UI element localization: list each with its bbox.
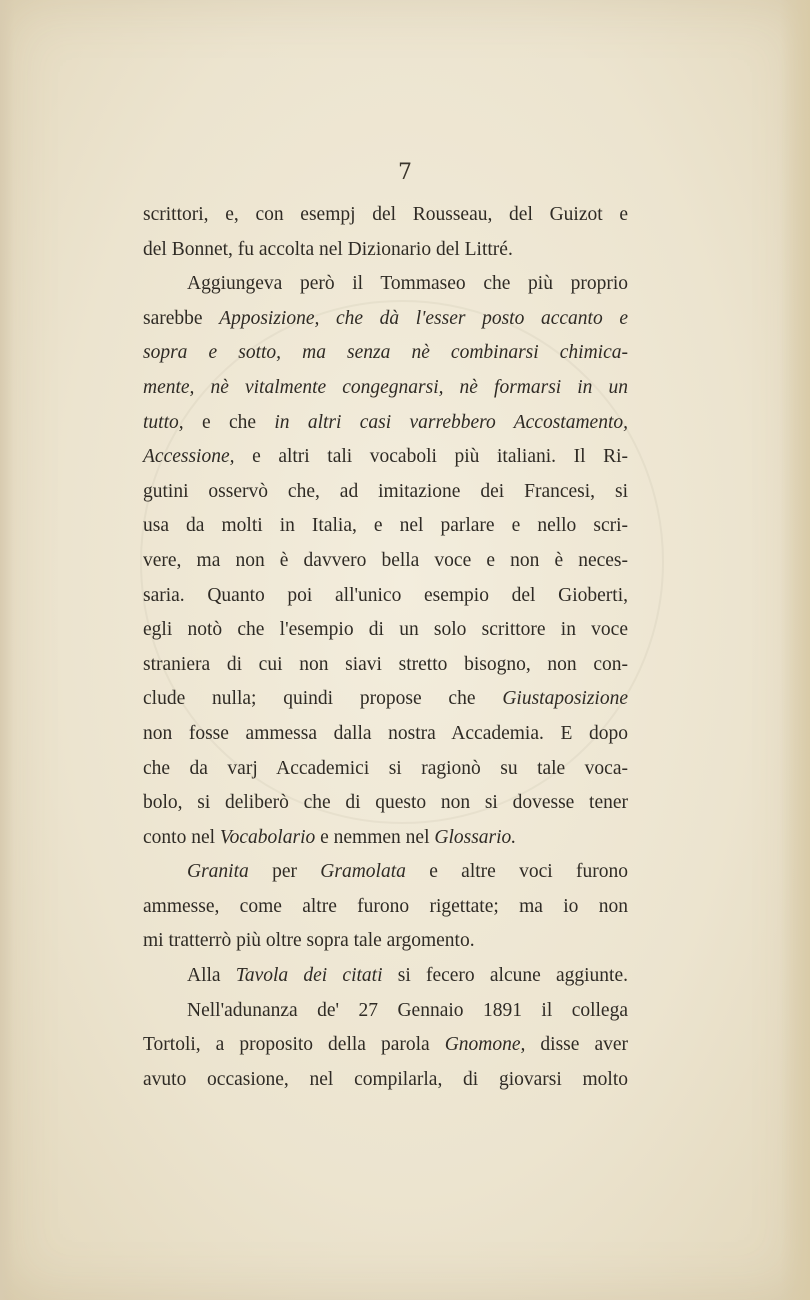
text-line: usa da molti in Italia, e nel parlare e nello scri- <box>143 515 628 537</box>
text-line: saria. Quanto poi all'unico esempio del Gioberti, <box>143 584 628 606</box>
text-line: che da varj Accademici si ragionò su tale voca- <box>143 757 628 779</box>
text-line: Accessione, e altri tali vocaboli più italiani. Il Ri- <box>143 446 628 468</box>
text-line: sopra e sotto, ma senza nè combinarsi chimica- <box>143 342 628 364</box>
text-line: mente, nè vitalmente congegnarsi, nè formarsi in un <box>143 376 628 398</box>
text-line: vere, ma non è davvero bella voce e non è neces- <box>143 549 628 571</box>
text-line: Alla Tavola dei citati si fecero alcune aggiunte. <box>187 965 628 987</box>
text-line: conto nel Vocabolario e nemmen nel Glossario. <box>143 826 517 848</box>
text-line: non fosse ammessa dalla nostra Accademia. E dopo <box>143 722 628 744</box>
text-line: scrittori, e, con esempj del Rousseau, del Guizot e <box>143 204 628 225</box>
page-number: 7 <box>398 160 412 185</box>
body-text <box>143 198 628 1097</box>
text-line: avuto occasione, nel compilarla, di giovarsi molto <box>143 1068 628 1090</box>
page-edge-right <box>780 0 810 1300</box>
text-line: ammesse, come altre furono rigettate; ma io non <box>143 895 628 917</box>
text-line: Granita per Gramolata e altre voci furono <box>187 861 628 883</box>
text-line: gutini osservò che, ad imitazione dei Francesi, si <box>143 480 628 502</box>
text-line: Aggiungeva però il Tommaseo che più proprio <box>187 273 628 295</box>
text-line: bolo, si deliberò che di questo non si dovesse tener <box>143 792 628 814</box>
text-line: egli notò che l'esempio di un solo scrittore in voce <box>143 619 628 641</box>
page-edge-left <box>0 0 14 1300</box>
text-line: del Bonnet, fu accolta nel Dizionario del Littré. <box>143 238 513 260</box>
text-line: straniera di cui non siavi stretto bisogno, non con- <box>143 653 628 675</box>
text-line: mi tratterrò più oltre sopra tale argomento. <box>143 930 475 952</box>
text-line: tutto, e che in altri casi varrebbero Accostamento, <box>143 411 628 433</box>
text-line: Nell'adunanza de' 27 Gennaio 1891 il collega <box>187 999 628 1021</box>
text-line: clude nulla; quindi propose che Giustaposizione <box>143 688 628 710</box>
text-line: Tortoli, a proposito della parola Gnomone, disse aver <box>143 1034 628 1056</box>
text-line: sarebbe Apposizione, che dà l'esser posto accanto e <box>143 307 628 329</box>
